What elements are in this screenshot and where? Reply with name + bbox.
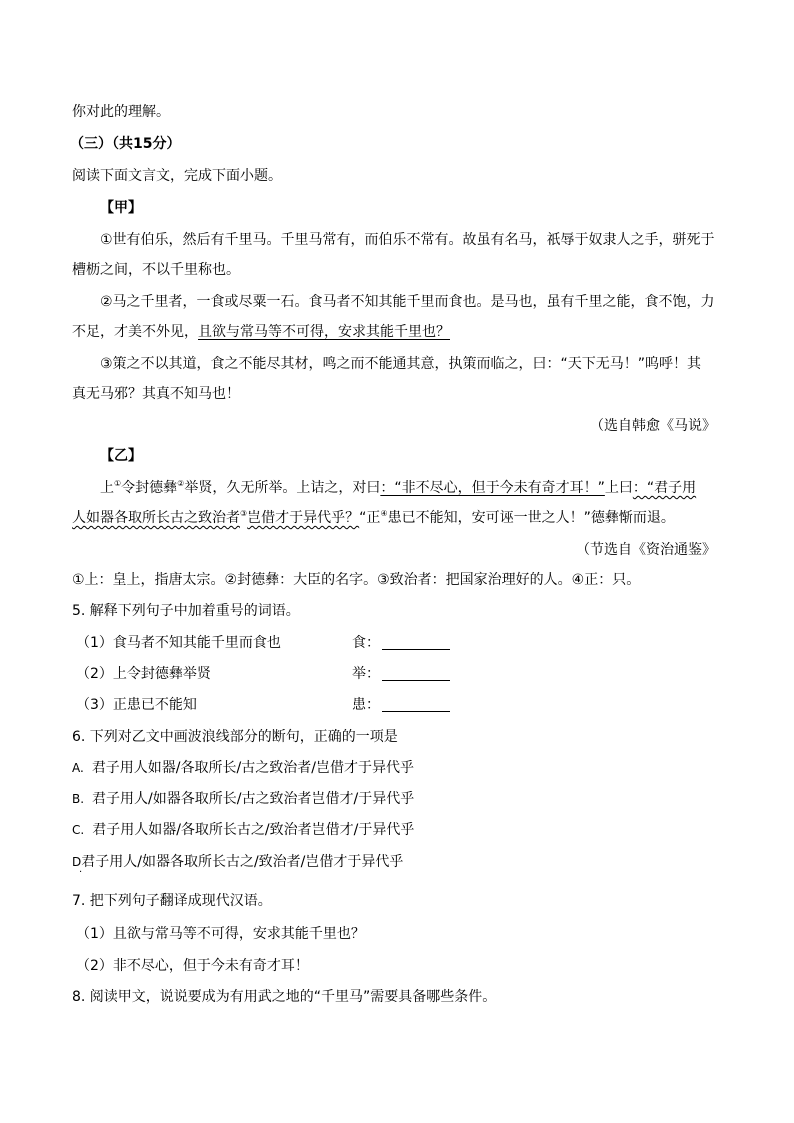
q7-item-2: （2）非不尽心，但于今未有奇才耳！ — [76, 958, 309, 974]
option-label: A. — [72, 761, 84, 775]
yi-line1 — [100, 478, 696, 498]
jia-para2-line1: ②马之千里者，一食或尽粟一石。食马者不知其能千里而食也。是马也，虽有千里之能，食不饱，力 — [100, 294, 715, 310]
jia-para1-line2: 槽枥之间，不以千里称也。 — [72, 262, 240, 278]
yi-text: “正 — [359, 510, 381, 526]
jia-para2-line2 — [72, 322, 450, 342]
q5-word-label: 患： — [352, 697, 380, 713]
question-7-stem: 7. 把下列句子翻译成现代汉语。 — [72, 893, 272, 909]
q5-item-text: 正患已不能知 — [112, 697, 197, 713]
answer-blank[interactable] — [382, 666, 450, 681]
q5-item-number: （3） — [76, 697, 113, 713]
q6-option-c — [72, 820, 414, 840]
footnote-ref-1: ① — [114, 479, 122, 488]
q5-item-number: （2） — [76, 666, 113, 682]
yi-line2 — [72, 508, 675, 528]
jia-para3-line2: 真无马邪？其真不知马也！ — [72, 386, 240, 402]
jia-para3-line1: ③策之不以其道，食之不能尽其材，鸣之而不能通其意，执策而临之，曰：“天下无马！”呜呼！其 — [100, 356, 702, 372]
q6-option-b — [72, 789, 414, 809]
yi-underlined-quote: ：“非不尽心，但于今未有奇才耳！” — [380, 480, 605, 496]
footnote-ref-4: ④ — [380, 509, 388, 518]
stray-dot: · — [79, 867, 83, 878]
option-label: B. — [72, 792, 85, 806]
yi-wavy-segment: 岂借才于异代乎？ — [247, 510, 360, 526]
question-8-stem: 8. 阅读甲文，说说要成为有用武之地的“千里马”需要具备哪些条件。 — [72, 989, 497, 1005]
jia-para2-text: 不足，才美不外见， — [72, 324, 198, 340]
q5-item-3 — [76, 695, 197, 715]
passage-yi-label: 【乙】 — [100, 448, 142, 464]
option-text: 君子用人/如器各取所长古之/致治者/岂借才于异代乎 — [81, 854, 404, 870]
yi-wavy-segment: ：“君子用 — [632, 480, 697, 496]
yi-text: 上 — [100, 480, 114, 496]
q5-answer-1 — [352, 633, 450, 653]
q6-option-d — [72, 852, 403, 872]
q6-option-a — [72, 758, 414, 778]
question-6-stem: 6. 下列对乙文中画波浪线部分的断句，正确的一项是 — [72, 729, 398, 745]
reading-instruction: 阅读下面文言文，完成下面小题。 — [72, 168, 282, 184]
section-heading: （三）（共15分） — [70, 136, 181, 152]
q5-item-number: （1） — [76, 635, 113, 651]
yi-wavy-segment: 人如器各取所长古之致治者 — [72, 510, 240, 526]
q7-item-1: （1）且欲与常马等不可得，安求其能千里也？ — [76, 926, 365, 942]
footnotes: ①上：皇上，指唐太宗。②封德彝：大臣的名字。③致治者：把国家治理好的人。④正：只。 — [72, 572, 641, 588]
yi-source: （节选自《资治通鉴》 — [576, 542, 716, 558]
q5-answer-3 — [352, 695, 450, 715]
q5-answer-2 — [352, 664, 450, 684]
jia-underlined-sentence: 且欲与常马等不可得，安求其能千里也？ — [198, 324, 450, 340]
option-text: 君子用人/如器各取所长/古之致治者岂借才/于异代乎 — [92, 791, 415, 807]
jia-para1-line1: ①世有伯乐，然后有千里马。千里马常有，而伯乐不常有。故虽有名马，祇辱于奴隶人之手，骈死于 — [100, 232, 715, 248]
answer-blank[interactable] — [382, 635, 450, 650]
footnote-ref-3: ③ — [240, 509, 248, 518]
q5-item-text: 食马者不知其能千里而食也 — [112, 635, 281, 651]
yi-text: 令封德彝 — [121, 480, 178, 496]
passage-jia-label: 【甲】 — [100, 200, 142, 216]
q5-item-text: 上令封德彝举贤 — [112, 666, 211, 682]
footnote-ref-2: ② — [177, 479, 185, 488]
question-5-stem: 5. 解释下列句子中加着重号的词语。 — [72, 603, 300, 619]
jia-source: （选自韩愈《马说》 — [590, 418, 716, 434]
yi-text: 患已不能知，安可诬一世之人！”德彝惭而退。 — [387, 510, 675, 526]
option-label: C. — [72, 823, 85, 837]
option-text: 君子用人如器/各取所长/古之致治者/岂借才于异代乎 — [91, 760, 414, 776]
q5-item-2 — [76, 664, 211, 684]
q5-word-label: 举： — [352, 666, 380, 682]
yi-text: 上曰 — [604, 480, 633, 496]
q5-word-label: 食： — [352, 635, 380, 651]
option-text: 君子用人如器/各取所长古之/致治者岂借才/于异代乎 — [92, 822, 415, 838]
answer-blank[interactable] — [382, 697, 450, 712]
yi-text: 举贤，久无所举。上诘之，对曰 — [184, 480, 381, 496]
previous-question-tail: 你对此的理解。 — [72, 104, 170, 120]
option-label: D — [72, 855, 82, 869]
q5-item-1 — [76, 633, 281, 653]
